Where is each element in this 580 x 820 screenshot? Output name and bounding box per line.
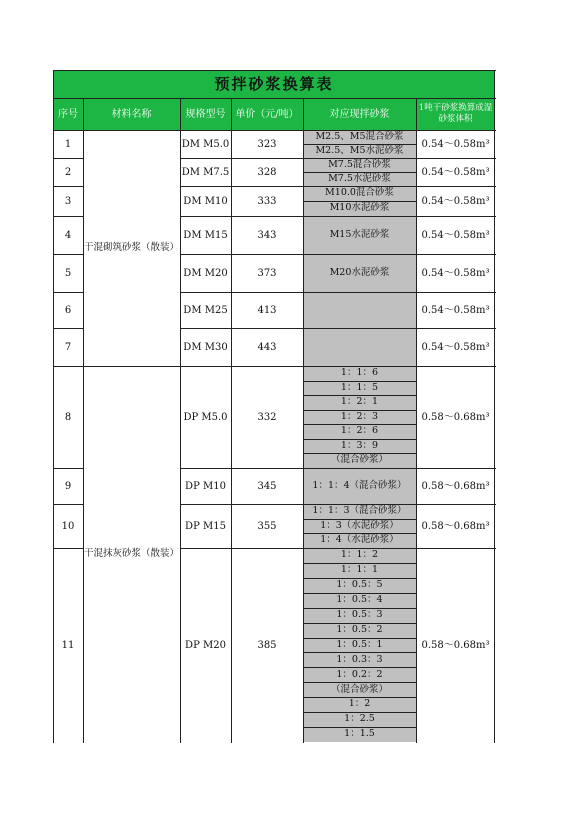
mortar-cell: M2.5、M5水泥砂浆: [315, 144, 404, 156]
mortar-sub-line: [303, 201, 417, 202]
price-cell: 333: [257, 195, 277, 207]
mortar-cell: 1：1：1: [340, 564, 379, 576]
mortar-cell: 1：1：6: [340, 367, 379, 379]
mortar-sub-line: [303, 652, 417, 653]
mortar-cell: [303, 292, 416, 328]
mortar-cell: 1：1：3（混合砂浆）: [312, 505, 407, 517]
grid-row-line: [83, 366, 181, 367]
grid-row-line: [180, 292, 496, 293]
mortar-cell: 1：2：3: [340, 410, 379, 422]
volume-cell: 0.58～0.68m³: [421, 639, 490, 651]
grid-row-line: [180, 548, 496, 549]
spec-cell: DM M5.0: [181, 138, 230, 150]
mortar-sub-line: [303, 519, 417, 520]
mortar-sub-line: [303, 697, 417, 698]
row-number: 2: [64, 166, 72, 178]
mortar-cell: 1：0.5：1: [336, 638, 383, 650]
spec-cell: DM M20: [183, 267, 228, 279]
mortar-cell: M2.5、M5混合砂浆: [315, 130, 404, 142]
price-cell: 343: [257, 229, 277, 241]
row-number: 1: [64, 138, 72, 150]
mortar-cell: M10.0混合砂浆: [325, 187, 394, 199]
mortar-sub-line: [303, 638, 417, 639]
row-number: 7: [64, 341, 72, 353]
mortar-cell: 1：2.5: [344, 713, 375, 725]
spec-cell: DP M5.0: [183, 411, 228, 423]
grid-header-bottom: [53, 130, 496, 131]
grid-col-3: [231, 98, 232, 743]
column-header-0: 序号: [53, 98, 83, 130]
spec-cell: DP M15: [185, 520, 226, 532]
row-number: 3: [64, 195, 72, 207]
spec-cell: DP M20: [185, 639, 226, 651]
mortar-cell: [303, 328, 416, 366]
mortar-cell: 1：1：5: [340, 381, 379, 393]
column-header-5: 1吨干砂浆换算成湿砂浆体积: [416, 98, 495, 130]
volume-cell: 0.54～0.58m³: [421, 166, 490, 178]
row-number: 9: [64, 480, 72, 492]
grid-col-0: [53, 70, 54, 743]
mortar-sub-line: [303, 172, 417, 173]
price-cell: 385: [257, 639, 277, 651]
mortar-cell: M15水泥砂浆: [329, 228, 390, 240]
mortar-cell: （混合砂浆）: [330, 683, 388, 695]
mortar-cell: 1：1：4（混合砂浆）: [312, 479, 407, 491]
mortar-cell: 1：3：9: [340, 439, 379, 451]
column-header-3: 单价（元/吨）: [231, 98, 303, 130]
mortar-sub-line: [303, 381, 417, 382]
mortar-cell: M7.5混合砂浆: [328, 158, 391, 170]
row-number: 8: [64, 411, 72, 423]
mortar-sub-line: [303, 395, 417, 396]
mortar-cell: 1：1：2: [340, 549, 379, 561]
mortar-cell: 1：0.3：3: [336, 653, 383, 665]
row-number: 11: [61, 639, 75, 651]
mortar-sub-line: [303, 682, 417, 683]
grid-col-6: [494, 70, 495, 743]
grid-col-4: [303, 98, 304, 743]
row-number: 10: [61, 520, 75, 532]
material-name-cell: 干混砌筑砂浆（散装）: [84, 242, 180, 254]
mortar-sub-line: [303, 439, 417, 440]
mortar-cell: M7.5水泥砂浆: [328, 172, 391, 184]
mortar-cell: 1：0.5：4: [336, 594, 383, 605]
material-name-cell: 干混抹灰砂浆（散装）: [84, 548, 180, 560]
volume-cell: 0.54～0.58m³: [421, 341, 490, 353]
volume-cell: 0.54～0.58m³: [421, 304, 490, 316]
mortar-sub-line: [303, 410, 417, 411]
grid-title-bottom: [53, 98, 496, 99]
grid-row-line: [53, 292, 84, 293]
mortar-cell: （混合砂浆）: [330, 454, 388, 466]
grid-row-line: [180, 216, 496, 217]
grid-row-line: [53, 328, 84, 329]
price-cell: 373: [257, 267, 277, 279]
grid-row-line: [180, 468, 496, 469]
grid-row-line: [180, 504, 496, 505]
mortar-cell: 1：2: [348, 698, 371, 710]
mortar-cell: 1：0.5：5: [336, 579, 383, 591]
mortar-cell: M20水泥砂浆: [329, 266, 390, 278]
grid-row-line: [180, 366, 496, 367]
grid-row-line: [53, 548, 84, 549]
price-cell: 355: [257, 520, 277, 532]
grid-row-line: [180, 158, 496, 159]
volume-cell: 0.54～0.58m³: [421, 195, 490, 207]
mortar-sub-line: [303, 453, 417, 454]
row-number: 5: [64, 267, 72, 279]
mortar-sub-line: [303, 578, 417, 579]
column-header-2: 规格型号: [180, 98, 231, 130]
mortar-cell: 1：3（水泥砂浆）: [320, 519, 399, 531]
volume-cell: 0.54～0.58m³: [421, 138, 490, 150]
column-header-1: 材料名称: [83, 98, 180, 130]
spec-cell: DM M10: [183, 195, 228, 207]
price-cell: 332: [257, 411, 277, 423]
grid-col-1: [83, 98, 84, 743]
volume-cell: 0.54～0.58m³: [421, 267, 490, 279]
price-cell: 345: [257, 480, 277, 492]
mortar-cell: 1：1.5: [344, 728, 375, 740]
grid-row-line: [53, 216, 84, 217]
grid-row-line: [53, 504, 84, 505]
mortar-cell: 1：0.5：2: [336, 623, 383, 635]
grid-row-line: [180, 186, 496, 187]
grid-row-line: [180, 254, 496, 255]
grid-col-2: [180, 98, 181, 743]
mortar-sub-line: [303, 424, 417, 425]
mortar-cell: 1：2：6: [340, 425, 379, 437]
mortar-sub-line: [303, 593, 417, 594]
mortar-sub-line: [303, 667, 417, 668]
mortar-sub-line: [303, 533, 417, 534]
volume-cell: 0.58～0.68m³: [421, 480, 490, 492]
column-header-4: 对应现拌砂浆: [303, 98, 416, 130]
mortar-cell: M10水泥砂浆: [329, 202, 390, 214]
spec-cell: DP M10: [185, 480, 226, 492]
mortar-sub-line: [303, 563, 417, 564]
volume-cell: 0.58～0.68m³: [421, 411, 490, 423]
price-cell: 328: [257, 166, 277, 178]
grid-row-line: [53, 186, 84, 187]
mortar-cell: 1：0.5：3: [336, 608, 383, 620]
mortar-sub-line: [303, 623, 417, 624]
mortar-sub-line: [303, 608, 417, 609]
grid-row-line: [180, 328, 496, 329]
grid-row-line: [53, 158, 84, 159]
price-cell: 323: [257, 138, 277, 150]
volume-cell: 0.54～0.58m³: [421, 229, 490, 241]
grid-col-5: [416, 98, 417, 743]
mortar-cell: 1：0.2：2: [336, 668, 383, 680]
mortar-sub-line: [303, 144, 417, 145]
mortar-sub-line: [303, 727, 417, 728]
grid-row-line: [53, 254, 84, 255]
spec-cell: DM M7.5: [181, 166, 230, 178]
table-title: 预拌砂浆换算表: [53, 70, 495, 98]
spec-cell: DM M15: [183, 229, 228, 241]
grid-top: [53, 70, 496, 71]
mortar-conversion-sheet: [53, 70, 495, 742]
grid-row-line: [53, 366, 84, 367]
volume-cell: 0.58～0.68m³: [421, 520, 490, 532]
mortar-sub-line: [303, 712, 417, 713]
mortar-cell: 1：4（水泥砂浆）: [320, 534, 399, 546]
price-cell: 413: [257, 304, 277, 316]
spec-cell: DM M25: [183, 304, 228, 316]
row-number: 6: [64, 304, 72, 316]
price-cell: 443: [257, 341, 277, 353]
spec-cell: DM M30: [183, 341, 228, 353]
row-number: 4: [64, 229, 72, 241]
mortar-cell: 1：2：1: [340, 396, 379, 408]
grid-row-line: [53, 468, 84, 469]
